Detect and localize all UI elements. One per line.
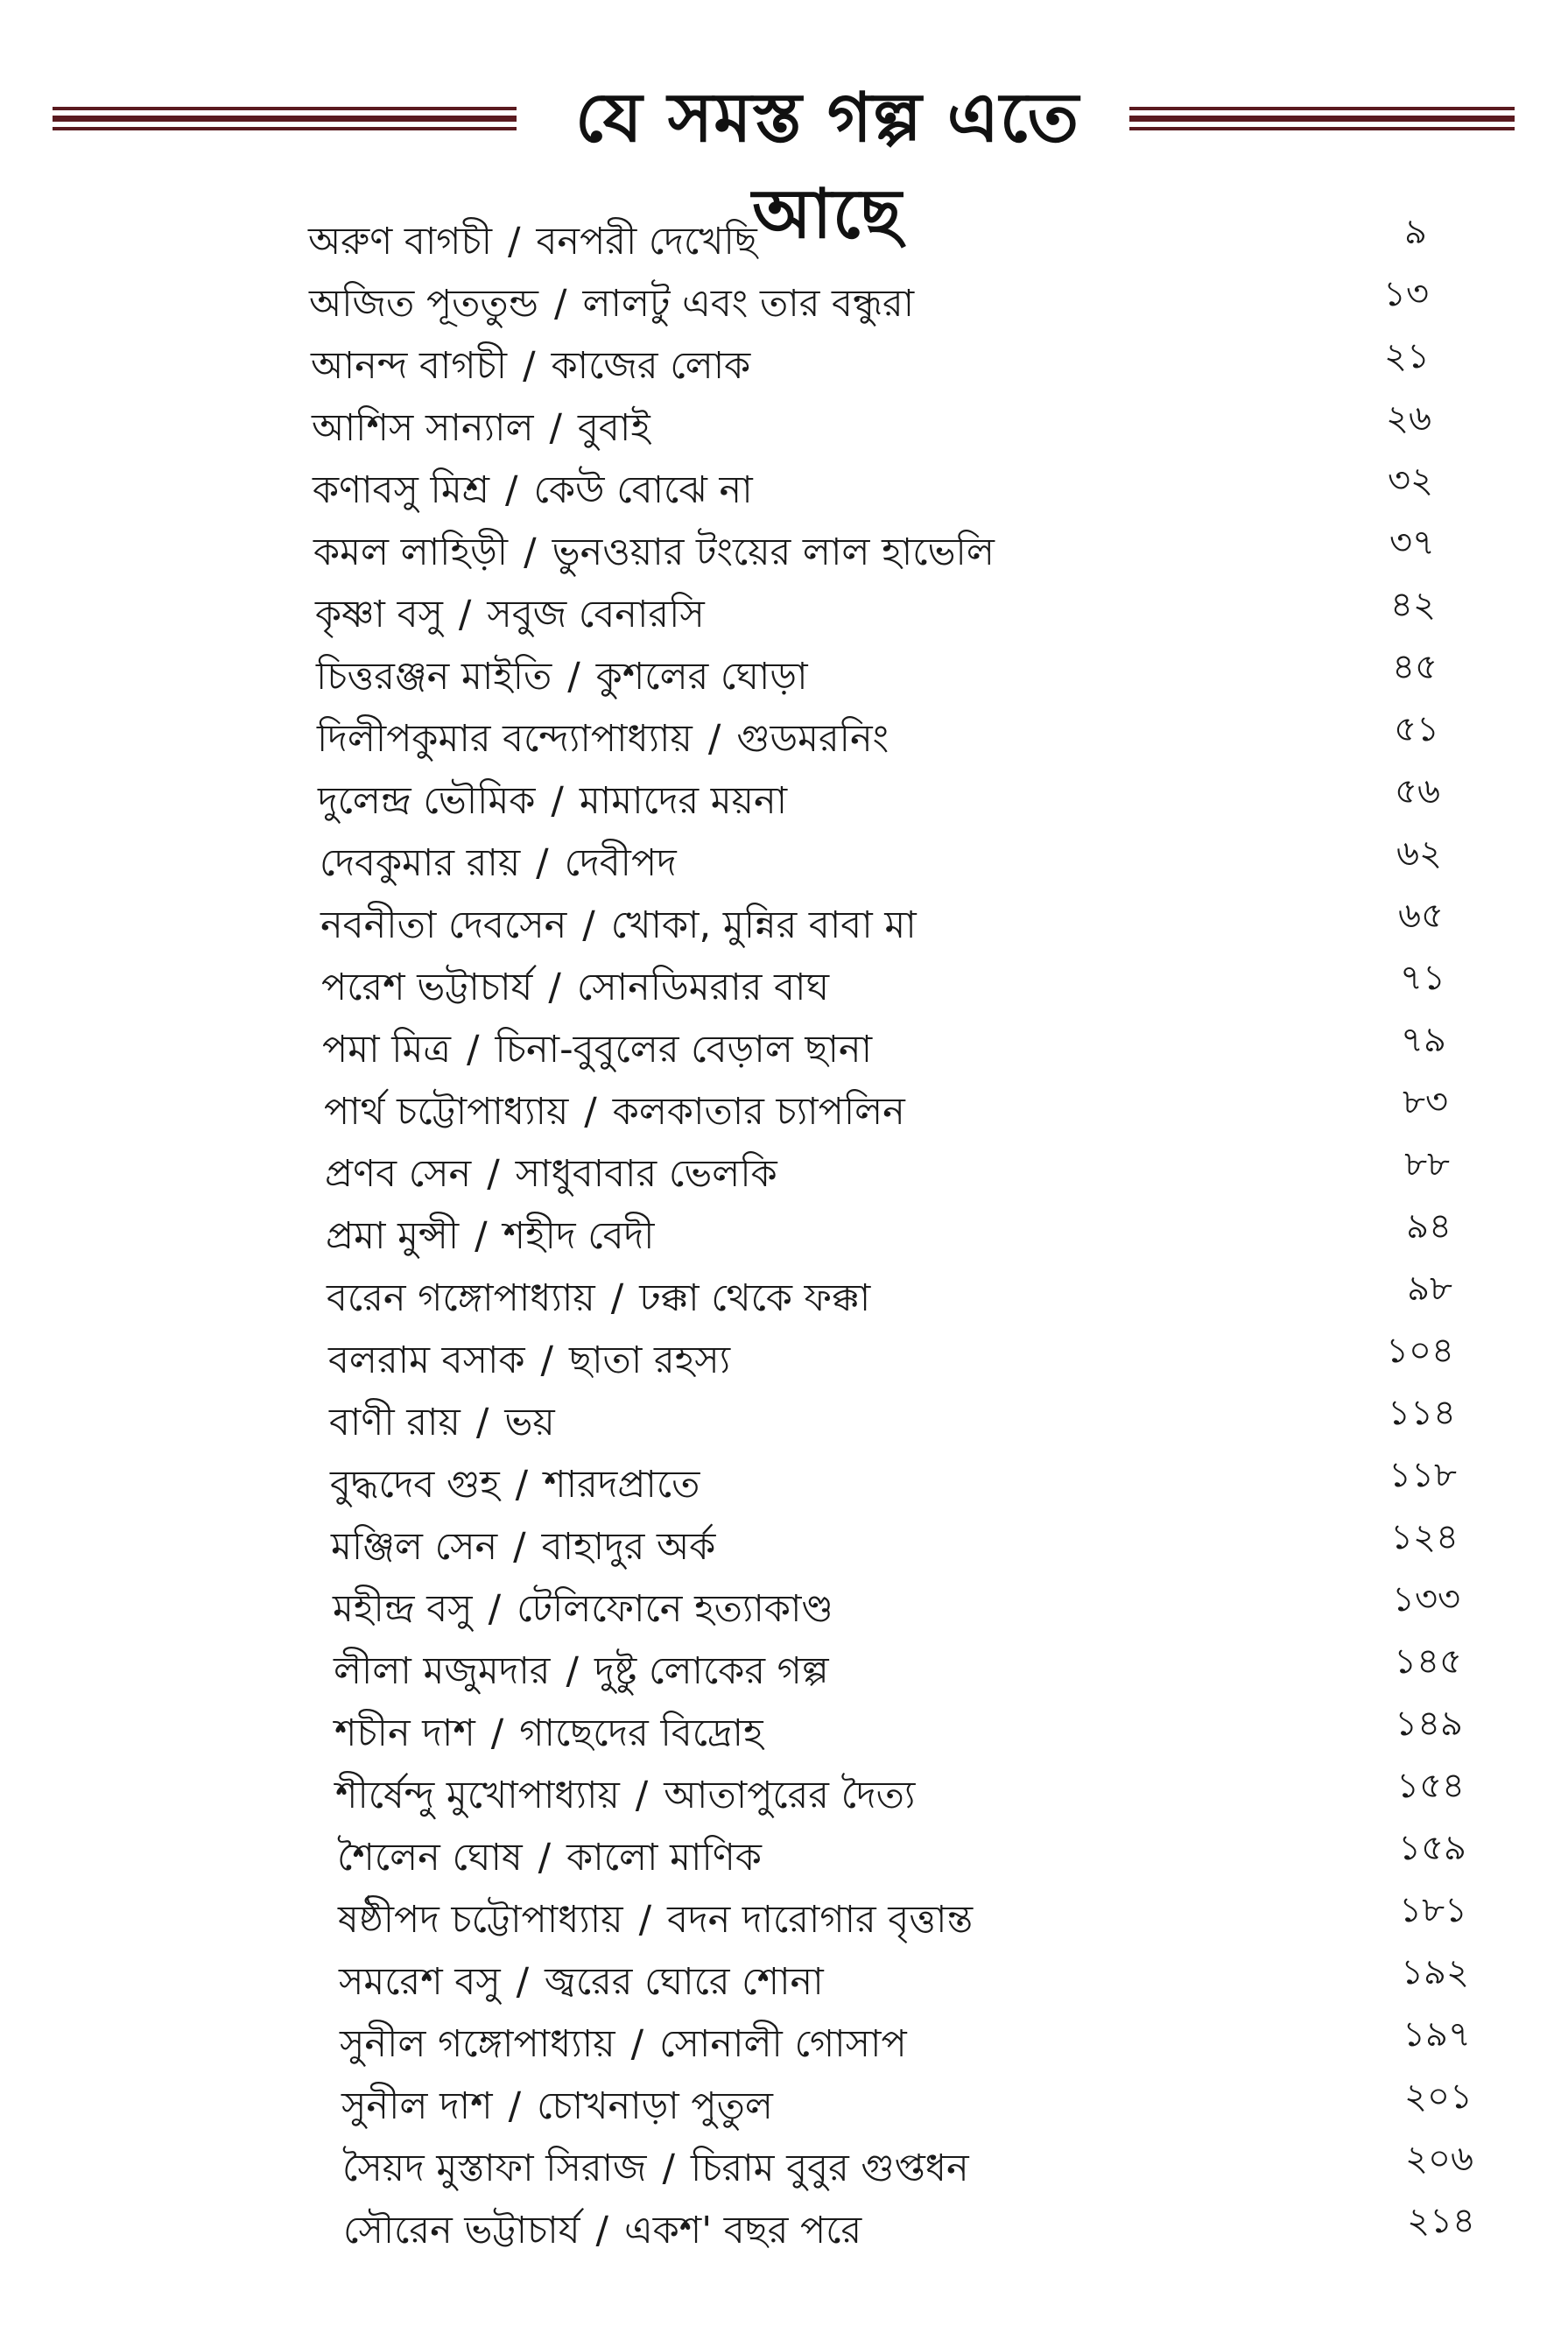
toc-entry (335, 1771, 915, 1820)
author-name: অরুণ বাগচী (308, 220, 492, 264)
author-name: দিলীপকুমার বন্দ্যোপাধ্যায় (317, 717, 693, 761)
author-name: দেবকুমার রায় (320, 841, 521, 885)
toc-entry (338, 1895, 973, 1944)
toc-row (0, 1515, 1568, 1578)
author-name: সৌরেন ভট্টাচার্য (343, 2209, 580, 2252)
page-number: ১২৪ (1390, 1517, 1459, 1557)
toc-row (0, 1578, 1568, 1640)
author-name: সৈয়দ মুস্তাফা সিরাজ (342, 2147, 647, 2190)
page-number: ৭৯ (1401, 1020, 1446, 1060)
toc-entry (324, 1087, 905, 1136)
author-name: শচীন দাশ (334, 1711, 475, 1755)
separator-slash: / (630, 2022, 644, 2066)
separator-slash: / (487, 1152, 500, 1196)
toc-entry (315, 590, 705, 639)
page-number: ৪৫ (1392, 647, 1438, 687)
toc-row (0, 2075, 1568, 2137)
story-title: শারদপ্রাতে (544, 1463, 700, 1507)
page-number: ১৮১ (1399, 1890, 1467, 1930)
story-title: সবুজ বেনারসি (487, 593, 705, 636)
toc-entry (321, 963, 829, 1012)
toc-entry (318, 776, 787, 826)
story-title: গাছেদের বিদ্রোহ (519, 1711, 763, 1755)
toc-entry (342, 2144, 969, 2193)
story-title: দুষ্টু লোকের গল্প (594, 1649, 829, 1693)
toc-row (0, 1764, 1568, 1826)
toc-row (0, 1080, 1568, 1142)
separator-slash: / (610, 1276, 624, 1320)
page-number: ১১৮ (1389, 1455, 1457, 1495)
toc-entry (339, 1957, 824, 2006)
separator-slash: / (582, 903, 595, 947)
toc-row (0, 2199, 1568, 2261)
story-title: কাজের লোক (551, 344, 751, 388)
author-name: ষষ্ঠীপদ চট্টোপাধ্যায় (338, 1898, 623, 1942)
page-number: ৫৬ (1395, 771, 1440, 812)
toc-entry (328, 1336, 730, 1385)
story-title: ভুনওয়ার টংয়ের লাল হাভেলি (552, 531, 995, 574)
author-name: লীলা মজুমদার (334, 1649, 551, 1693)
toc-entry (320, 839, 677, 888)
author-name: আশিস সান্যাল (312, 406, 534, 450)
author-name: শীর্ষেন্দু মুখোপাধ্যায় (335, 1774, 620, 1817)
toc-entry (334, 1647, 829, 1696)
author-name: নবনীতা দেবসেন (320, 903, 567, 947)
story-title: ছাতা রহস্য (569, 1339, 731, 1382)
separator-slash: / (540, 1339, 554, 1382)
page-number: ৯৮ (1407, 1268, 1452, 1309)
page-title: যে সমস্ত গল্প এতে আছে (575, 79, 1079, 254)
toc-row (0, 1267, 1568, 1329)
toc-entry (317, 714, 889, 763)
separator-slash: / (707, 717, 721, 761)
toc-row (0, 1142, 1568, 1205)
toc-row (0, 1453, 1568, 1515)
separator-slash: / (524, 531, 537, 574)
separator-slash: / (566, 1649, 579, 1693)
toc-row (0, 521, 1568, 583)
page-number: ১৫৪ (1396, 1766, 1465, 1806)
story-title: জ্বরের ঘোরে শোনা (545, 1960, 824, 2004)
toc-row (0, 832, 1568, 894)
separator-slash: / (466, 1028, 480, 1072)
toc-entry (333, 1585, 833, 1634)
page-number: ৬২ (1396, 833, 1442, 874)
separator-slash: / (662, 2147, 676, 2190)
author-name: পমা মিত্র (322, 1028, 451, 1072)
separator-slash: / (488, 1587, 502, 1631)
toc-row (0, 707, 1568, 769)
separator-slash: / (548, 966, 561, 1009)
page-number: ৪২ (1390, 585, 1436, 625)
author-name: প্রমা মুন্সী (326, 1214, 460, 1258)
separator-slash: / (635, 1774, 649, 1817)
page-number: ১০৪ (1386, 1331, 1454, 1371)
page-number: ২০৬ (1404, 2139, 1473, 2179)
toc-entry (308, 217, 757, 266)
story-title: আতাপুরের দৈত্য (664, 1774, 916, 1817)
toc-entry (311, 341, 750, 390)
toc-row (0, 894, 1568, 956)
toc-entry (331, 1522, 715, 1571)
toc-row (0, 1888, 1568, 1950)
toc-row (0, 1826, 1568, 1888)
story-title: একশ' বছর পরে (624, 2209, 862, 2252)
story-title: চিরাম বুবুর গুপ্তধন (691, 2147, 969, 2190)
toc-row (0, 1329, 1568, 1391)
toc-entry (313, 528, 995, 577)
page-number: ৭১ (1400, 958, 1445, 998)
table-of-contents (0, 210, 1568, 2261)
toc-entry (334, 1709, 763, 1758)
story-title: শহীদ বেদী (503, 1214, 655, 1258)
toc-entry (316, 652, 808, 701)
separator-slash: / (584, 1090, 597, 1134)
author-name: বুদ্ধদেব গুহ (330, 1463, 500, 1507)
toc-entry (322, 1025, 872, 1074)
story-title: ঢক্কা থেকে ফক্কা (639, 1276, 871, 1320)
separator-slash: / (490, 1711, 504, 1755)
toc-entry (330, 1460, 700, 1509)
author-name: চিত্তরঞ্জন মাইতি (316, 655, 552, 699)
author-name: বলরাম বসাক (328, 1339, 525, 1382)
toc-row (0, 210, 1568, 272)
story-title: সাধুবাবার ভেলকি (515, 1152, 777, 1196)
story-title: চিনা-বুবুলের বেড়াল ছানা (495, 1028, 873, 1072)
story-title: টেলিফোনে হত্যাকাণ্ড (517, 1587, 833, 1631)
author-name: পরেশ ভট্টাচার্য (321, 966, 533, 1009)
separator-slash: / (513, 1525, 526, 1569)
story-title: বুবাই (578, 406, 650, 450)
author-name: মঞ্জিল সেন (331, 1525, 498, 1569)
toc-row (0, 459, 1568, 521)
separator-slash: / (549, 406, 562, 450)
toc-row (0, 1950, 1568, 2013)
toc-row (0, 1205, 1568, 1267)
separator-slash: / (508, 220, 521, 264)
author-name: সুনীল দাশ (341, 2084, 493, 2128)
toc-row (0, 334, 1568, 397)
separator-slash: / (567, 655, 580, 699)
toc-entry (309, 279, 914, 328)
author-name: অজিত পূততুন্ড (309, 282, 538, 326)
page-number: ৫১ (1394, 709, 1439, 749)
toc-row (0, 397, 1568, 459)
separator-slash: / (515, 1463, 529, 1507)
story-title: লালটু এবং তার বন্ধুরা (582, 282, 915, 326)
author-name: প্রণব সেন (325, 1152, 472, 1196)
story-title: কেউ বোঝে না (533, 468, 753, 512)
separator-slash: / (595, 2209, 608, 2252)
toc-entry (326, 1212, 655, 1261)
toc-entry (329, 1398, 555, 1447)
decorative-rule-left (53, 107, 517, 131)
toc-entry (325, 1149, 777, 1198)
story-title: কলকাতার চ্যাপলিন (612, 1090, 905, 1134)
toc-row (0, 272, 1568, 334)
author-name: সুনীল গঙ্গোপাধ্যায় (340, 2022, 615, 2066)
author-name: শৈলেন ঘোষ (337, 1836, 523, 1880)
page-number: ২০১ (1404, 2076, 1473, 2117)
toc-entry (320, 901, 917, 950)
story-title: বদন দারোগার বৃত্তান্ত (667, 1898, 974, 1942)
toc-row (0, 1702, 1568, 1764)
separator-slash: / (536, 841, 549, 885)
toc-row (0, 1391, 1568, 1453)
toc-entry (337, 1833, 762, 1882)
page-number: ৯ (1404, 212, 1427, 252)
decorative-rule-right (1129, 107, 1515, 131)
author-name: আনন্দ বাগচী (311, 344, 508, 388)
page-number: ৮৩ (1403, 1082, 1448, 1122)
page-number: ১৯৭ (1403, 2014, 1471, 2055)
page-number: ১৩ (1383, 274, 1429, 314)
page-number: ৩৭ (1389, 523, 1435, 563)
page-number: ২১৪ (1407, 2201, 1475, 2241)
separator-slash: / (475, 1401, 489, 1444)
toc-entry (312, 404, 650, 453)
story-title: সোনডিমরার বাঘ (576, 966, 830, 1009)
page-number: ৬৫ (1398, 896, 1444, 936)
toc-entry (313, 466, 753, 515)
author-name: বাণী রায় (329, 1401, 461, 1444)
toc-row (0, 769, 1568, 832)
separator-slash: / (638, 1898, 652, 1942)
story-title: কুশলের ঘোড়া (595, 655, 808, 699)
author-name: কৃষ্ণা বসু (315, 593, 443, 636)
story-title: গুডমরনিং (736, 717, 889, 761)
separator-slash: / (551, 779, 564, 823)
separator-slash: / (554, 282, 567, 326)
page-number: ৯৪ (1406, 1206, 1452, 1247)
separator-slash: / (458, 593, 472, 636)
story-title: সোনালী গোসাপ (659, 2022, 907, 2066)
page-number: ৩২ (1387, 460, 1433, 501)
story-title: বনপরী দেখেছি (536, 220, 757, 264)
toc-row (0, 645, 1568, 707)
page-number: ৮৮ (1404, 1144, 1450, 1184)
page-number: ১৯২ (1401, 1952, 1469, 1992)
author-name: সমরেশ বসু (339, 1960, 501, 2004)
separator-slash: / (505, 468, 518, 512)
story-title: বাহাদুর অর্ক (541, 1525, 716, 1569)
story-title: কালো মাণিক (566, 1836, 762, 1880)
separator-slash: / (523, 344, 536, 388)
story-title: মামাদের ময়না (579, 779, 788, 823)
separator-slash: / (508, 2084, 522, 2128)
toc-entry (341, 2082, 773, 2131)
story-title: চোখনাড়া পুতুল (537, 2084, 773, 2128)
page-number: ১৪৫ (1394, 1641, 1462, 1682)
page-number: ২১ (1384, 336, 1430, 376)
toc-row (0, 2013, 1568, 2075)
separator-slash: / (475, 1214, 488, 1258)
author-name: কমল লাহিড়ী (313, 531, 509, 574)
separator-slash: / (538, 1836, 552, 1880)
author-name: দুলেন্দ্র ভৌমিক (318, 779, 536, 823)
toc-row (0, 2137, 1568, 2199)
author-name: মহীন্দ্র বসু (333, 1587, 473, 1631)
separator-slash: / (516, 1960, 530, 2004)
author-name: কণাবসু মিশ্র (313, 468, 489, 512)
story-title: দেবীপদ (564, 841, 677, 885)
story-title: ভয় (504, 1401, 555, 1444)
page-number: ১৪৯ (1395, 1704, 1463, 1744)
story-title: খোকা, মুন্নির বাবা মা (610, 903, 917, 947)
page-number: ১১৪ (1388, 1393, 1456, 1433)
page-number: ১৫৯ (1398, 1828, 1466, 1868)
toc-entry (340, 2020, 907, 2069)
toc-row (0, 956, 1568, 1018)
toc-row (0, 1018, 1568, 1080)
toc-entry (327, 1274, 870, 1323)
page-number: ১৩৩ (1392, 1579, 1460, 1620)
toc-row (0, 1640, 1568, 1702)
author-name: পার্থ চট্টোপাধ্যায় (324, 1090, 569, 1134)
toc-entry (343, 2206, 861, 2255)
author-name: বরেন গঙ্গোপাধ্যায় (327, 1276, 595, 1320)
page-number: ২৬ (1385, 398, 1431, 439)
toc-row (0, 583, 1568, 645)
